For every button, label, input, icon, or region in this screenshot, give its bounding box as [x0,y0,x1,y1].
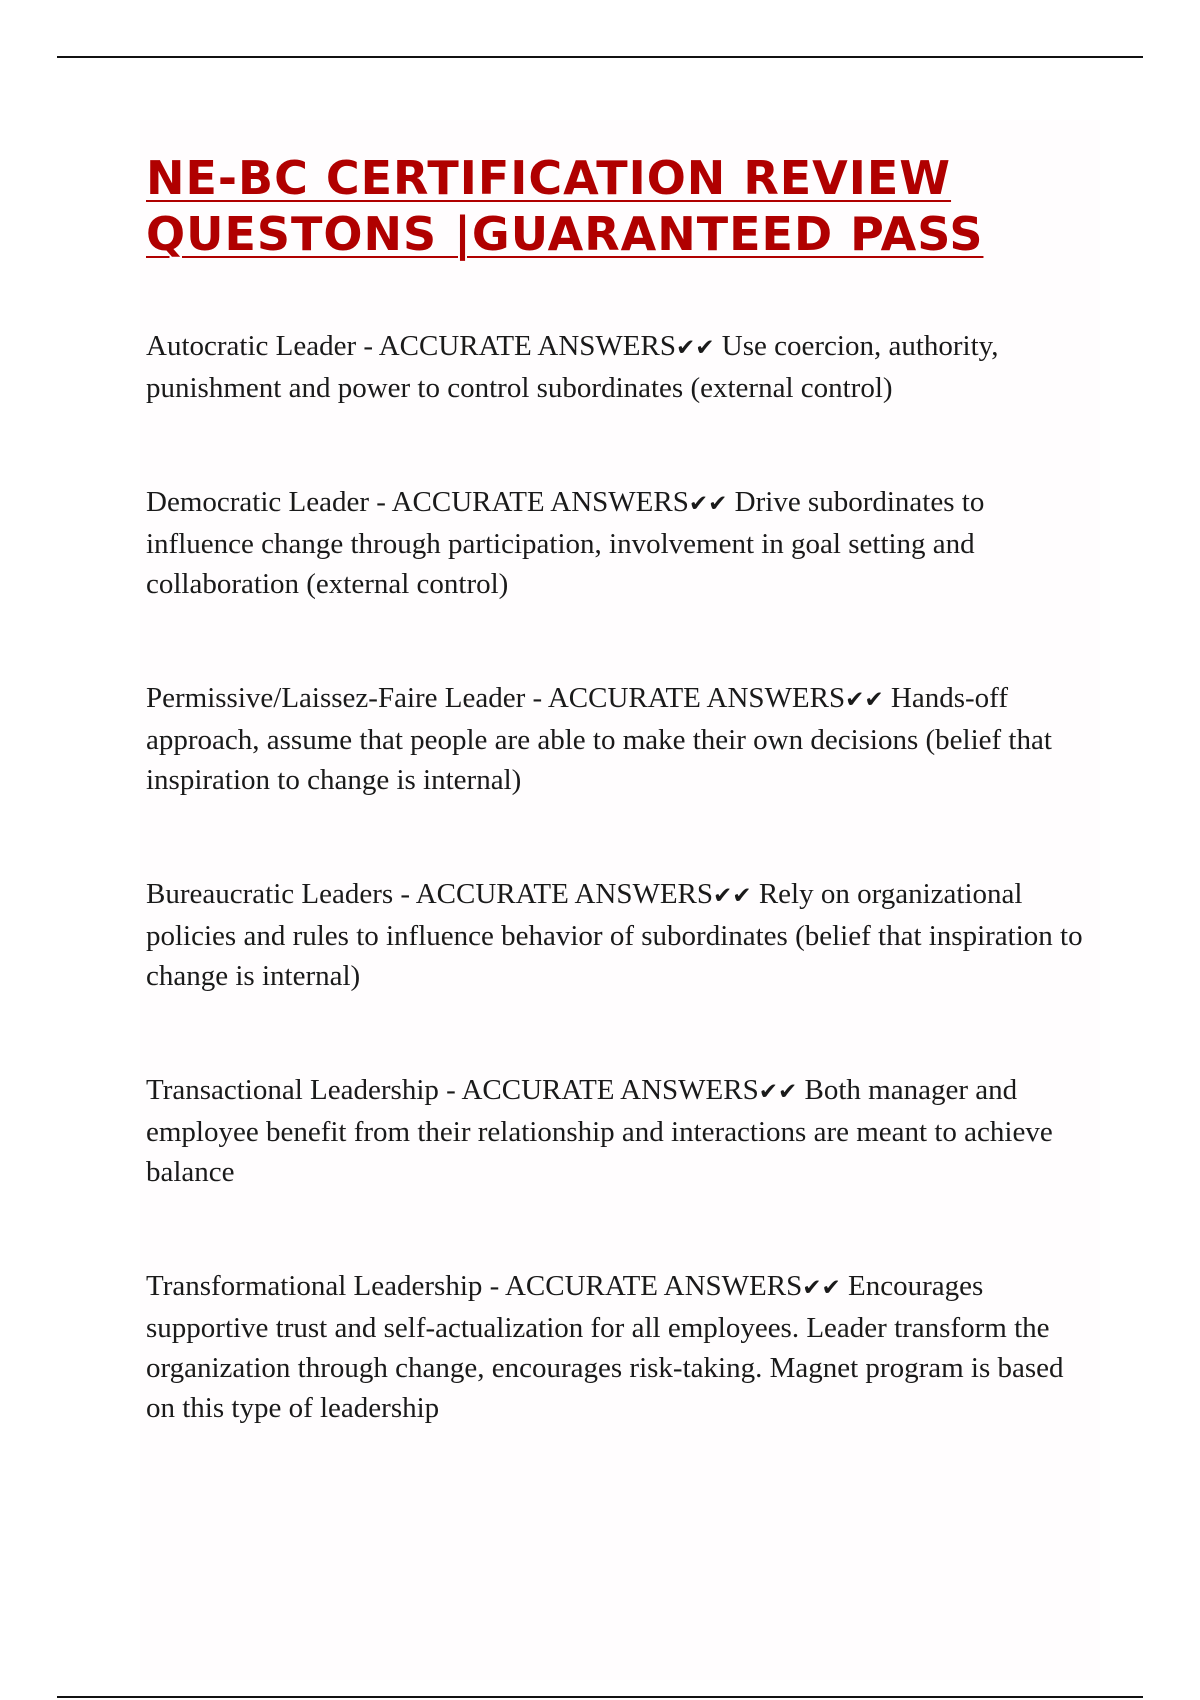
entry-definition: Use coercion, authority, punishment and power to control subordinates (external control) [146,330,999,404]
entry-separator: - [369,486,392,518]
page-content [140,120,1100,1680]
entry-term: Transactional Leadership [146,1074,439,1106]
bottom-rule [57,1696,1143,1698]
entry-answer-label: ACCURATE ANSWERS [391,486,689,518]
entry-separator: - [525,682,548,714]
entry-separator: - [482,1270,505,1302]
entry-definition: Both manager and employee benefit from their relationship and interactions are meant to achieve balance [146,1074,1053,1188]
entry-definition: Hands-off approach, assume that people are able to make their own decisions (belief that inspiration to change is internal) [146,682,1052,796]
checkmark-icon: ✔✔ [845,687,884,713]
entry-transformational-leadership [146,1266,1096,1428]
document-title: NE-BC CERTIFICATION REVIEW QUESTONS |GUARANTEED PASS [146,151,984,261]
checkmark-icon: ✔✔ [758,1079,798,1105]
entry-separator: - [438,1074,462,1106]
entry-definition: Rely on organizational policies and rules to influence behavior of subordinates (belief that inspiration to change is internal) [146,878,1083,992]
checkmark-icon: ✔✔ [688,491,728,517]
entry-term: Democratic Leader [146,486,369,518]
entry-answer-label: ACCURATE ANSWERS [378,330,676,362]
entry-term: Permissive/Laissez-Faire Leader [146,682,526,714]
entry-term: Bureaucratic Leaders [146,878,394,910]
entry-term: Transformational Leadership [146,1270,483,1302]
entry-separator: - [356,330,379,362]
entry-definition: Drive subordinates to influence change through participation, involvement in goal setting and collaboration (external control) [146,486,985,600]
checkmark-icon: ✔✔ [675,335,715,361]
entry-term: Autocratic Leader [146,330,357,362]
entry-transactional-leadership [146,1070,1096,1192]
entry-answer-label: ACCURATE ANSWERS [461,1074,759,1106]
entry-separator: - [393,878,416,910]
checkmark-icon: ✔✔ [802,1275,841,1301]
entry-list [146,326,1100,1428]
top-rule [57,56,1143,58]
entry-permissive-leader [146,678,1096,800]
entry-democratic-leader [146,482,1096,604]
entry-autocratic-leader [146,326,1096,408]
entry-answer-label: ACCURATE ANSWERS [547,682,846,714]
entry-bureaucratic-leaders [146,874,1096,996]
entry-definition: Encourages supportive trust and self-actualization for all employees. Leader transform the organization through change, encourages risk-taking. Magnet program is based on this type of leadership [146,1270,1064,1424]
entry-answer-label: ACCURATE ANSWERS [504,1270,803,1302]
entry-answer-label: ACCURATE ANSWERS [415,878,714,910]
checkmark-icon: ✔✔ [713,883,752,909]
